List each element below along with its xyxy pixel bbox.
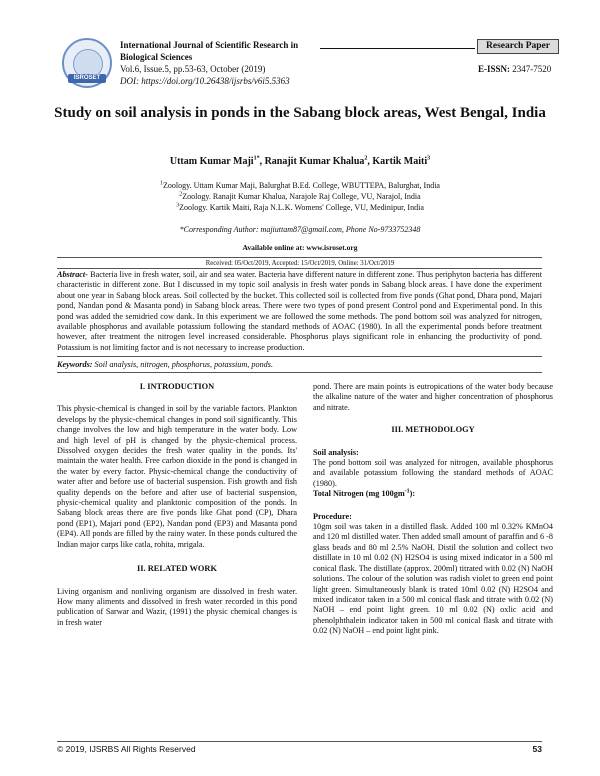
keywords-text: Soil analysis, nitrogen, phosphorus, potassium, ponds. <box>92 360 274 369</box>
procedure-label: Procedure: <box>313 511 352 521</box>
author-1: Uttam Kumar Maji <box>169 156 254 167</box>
eissn <box>478 64 551 75</box>
paper-type-badge: Research Paper <box>477 39 559 54</box>
affiliation-1-text: Zoology. Uttam Kumar Maji, Balurghat B.Ed. College, WBUTTEPA, Balurghat, India <box>163 181 440 190</box>
procedure-text: 10gm soil was taken in a distilled flask. Added 100 ml 0.32% KMnO4 and 120 ml distilled water. Then added small amount of paraffin and 6 -8 glass beads and 80 ml 2.5% NaOH. Distil the solution and collect two distillate in 10 ml 0.02 (N) H2SO4 is using mixed indicator in a 500 ml conical flask. The distillate (approx. 200ml) titrated with 0.02 (N) NaOH solutions. The colour of the solution was radish violet to green end point light green. Simultaneously blank is trated 10ml 0.02 (N) H2SO4 and mixed indicator taken in a 500 ml conical flask and titrate with 0.02 (N) NaOH – end point light green. 10 ml 0.02 (N) oxlic acid and phenolphthalein indicator taken in 500 ml conical flask and titrate with 0.02 (N) NaOH – end point light pink. <box>313 522 553 636</box>
abstract-text: Bacteria live in fresh water, soil, air and sea water. Bacteria have different nature in different zone. Thus periphyton bacteria has different characteristic in different zone. But I discussed in my topic soil analysis in fresh water ponds in Sabang block areas. I have done the experiment about one year in Sabang block areas. Soil collected by the bucket. This collected soil is collected from five ponds (Ghat pond, Dhara pond, Majari pond, Nandan pond & Masanta pond) in Sabang block areas. There were two types of pond present Control pond and Experimental pond. In this pond was added the semidried cow dank. In this experiment we are followed the some methods. The pond bottom soil was analyzed for nitrogen, available phosphorus and available potassium following the standard methods of AOAC (1980). In all the experimental ponds before treatment however, after treatment the nitrogen level increased considerable. Phosphorus plays significant role in enhancing the productivity of pond. Potassium is not limiting factor and is not necessary to increase production. <box>57 270 542 352</box>
keywords <box>57 360 542 369</box>
affiliation-1-sup: 1 <box>160 180 164 187</box>
page-number: 53 <box>532 744 542 754</box>
abstract <box>57 270 542 353</box>
author-3: Kartik Maiti <box>372 156 428 167</box>
divider-top <box>57 257 542 258</box>
paper-title: Study on soil analysis in ponds in the Sabang block areas, West Bengal, India <box>54 105 546 121</box>
author-list: Uttam Kumar Maji$^{1*}$, Ranajit Kumar Khalua$^2$, Kartik Maiti$^3$ <box>169 155 431 167</box>
header-rule <box>320 48 475 49</box>
intro-text: This physic-chemical is changed in soil by the variable factors. Plankton develops by the physic-chemical changes in pond soil significantly. This change involves the low and high temperature in the water body. Low and high level of pH is changed by the physic-chemical process. Dissolved oxygen decides the fresh water quality in the ponds. Its' maintain the water health. Free carbon dioxide in the pond is changed in the water by every factor. Physic-chemical change the conductivity of water after and before use of bacterial suspension. Fish growth and fish quality depends on the before and after use of bacterial suspension, physic-chemical quality and planktonic composition of the ponds. In Sabang block areas there are five ponds like Ghat pond (CP), Dhara pond (EP1), Majari pond (EP2), Nandan pond (EP3) and Masanta pond (EP4). All ponds are filled by the rainy water. In these ponds cultured the Indian major carps like catla, rohita, mrigala. <box>57 404 297 549</box>
logo-text: ISROSET <box>68 74 106 83</box>
author-1-sup: 1* <box>253 155 260 162</box>
affiliation-2-sup: 2 <box>179 191 183 198</box>
methodology-heading: III. METHODOLOGY <box>391 425 475 435</box>
soil-analysis-text: The pond bottom soil was analyzed for nitrogen, available phosphorus and available potassium following the standard methods of AOAC (1980). <box>313 458 553 488</box>
tn-end: ): <box>409 489 416 499</box>
volume-info: Vol.6, Issue.5, pp.53-63, October (2019) <box>120 64 266 74</box>
journal-name-line1: International Journal of Scientific Research in <box>120 40 299 50</box>
tn-label: Total Nitrogen (mg 100gm <box>313 489 405 499</box>
journal-logo <box>62 38 112 88</box>
right-column <box>313 382 553 637</box>
affiliation-3-text: Zoology. Kartik Maiti, Raja N.L.K. Womens' College, VU, Medinipur, India <box>179 203 424 212</box>
footer <box>57 744 542 754</box>
keywords-label: Keywords: <box>57 360 93 369</box>
divider-abstract <box>57 356 542 357</box>
related-text: Living organism and nonliving organism are dissolved in fresh water. How many aliments and dissolved in fresh water recorded in this pond publication of Sarwar and Wazir, (1991) the physic chemical changes is in fresh water <box>57 586 297 627</box>
abstract-label: Abstract- <box>57 270 88 279</box>
author-3-sup: 3 <box>427 155 431 162</box>
available-online: Available online at: www.isroset.org <box>242 243 358 252</box>
affiliation-3 <box>40 202 560 213</box>
eissn-value: 2347-7520 <box>512 64 552 74</box>
received-dates: Received: 05/Oct/2019, Accepted: 15/Oct/2019, Online: 31/Oct/2019 <box>205 260 395 267</box>
tn-sup: -1 <box>404 488 410 495</box>
corresponding-author: *Corresponding Author: majiuttam87@gmail.com, Phone No-9733752348 <box>179 225 421 234</box>
affiliation-1 <box>40 180 560 191</box>
related-continued-text: pond. There are main points is eutropications of the water body because the alkaline nature of the water and higher concentration of phosphorus and nitrate. <box>313 382 553 412</box>
author-2-sup: 2 <box>364 155 368 162</box>
soil-analysis-label: Soil analysis: <box>313 447 359 457</box>
copyright: © 2019, IJSRBS All Rights Reserved <box>57 744 196 754</box>
eissn-label: E-ISSN: <box>478 64 511 74</box>
doi-link[interactable]: DOI: https://doi.org/10.26438/ijsrbs/v6i5.5363 <box>120 76 290 86</box>
divider-keywords <box>57 372 542 373</box>
affiliation-2-text: Zoology. Ranajit Kumar Khalua, Narajole Raj College, VU, Narajol, India <box>182 192 421 201</box>
intro-heading: I. INTRODUCTION <box>139 382 215 391</box>
author-2: Ranajit Kumar Khalua <box>264 156 365 167</box>
total-nitrogen-heading <box>313 489 553 499</box>
affiliation-3-sup: 3 <box>176 202 180 209</box>
affiliation-2 <box>40 191 560 202</box>
footer-rule <box>57 741 542 742</box>
left-column <box>57 382 297 628</box>
divider-received <box>57 268 542 269</box>
journal-name-line2: Biological Sciences <box>120 52 193 62</box>
related-heading: II. RELATED WORK <box>137 564 217 574</box>
